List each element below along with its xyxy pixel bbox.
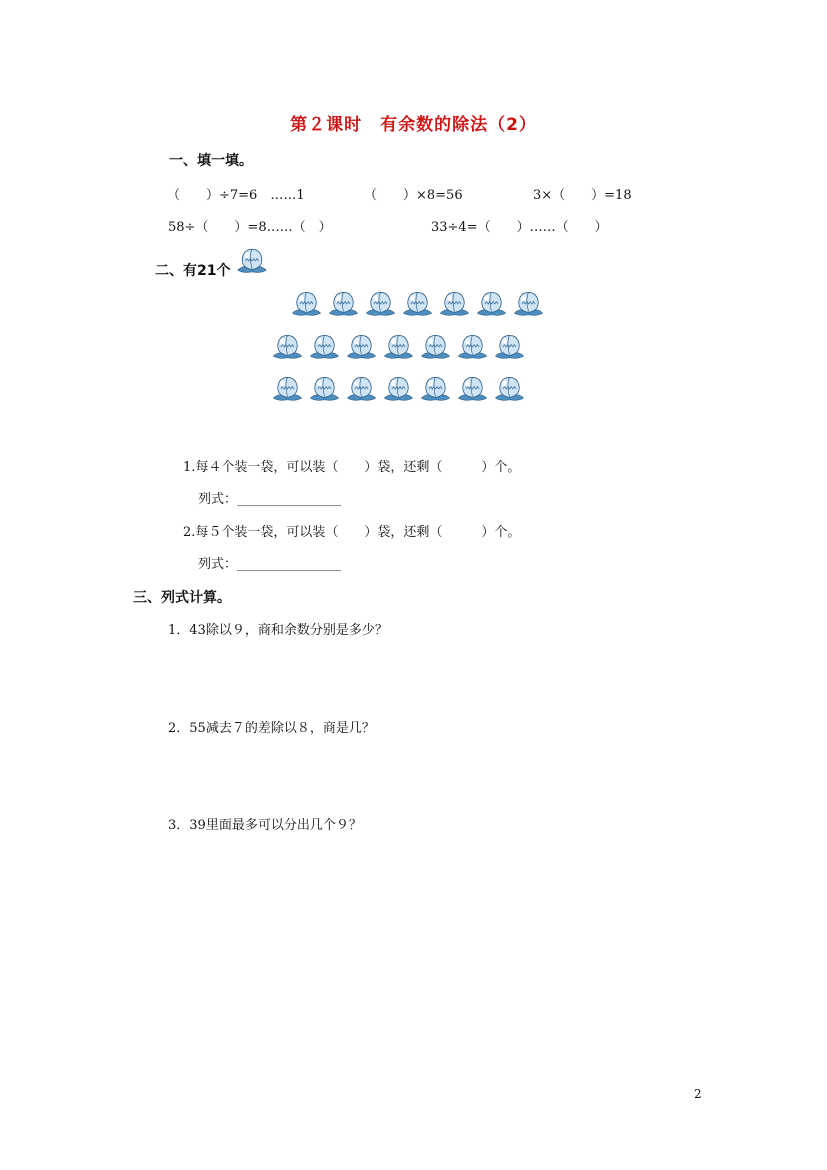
peach-icon	[475, 289, 508, 319]
peach-icon	[382, 374, 415, 404]
peach-icon	[456, 332, 489, 362]
peach-icon	[271, 332, 304, 362]
question-2-2: 2.每５个装一袋，可以装（ ）袋，还剩（ ）个。	[183, 525, 521, 540]
peach-icon	[308, 332, 341, 362]
peach-icon	[382, 332, 415, 362]
question-3-1: 1．43除以９，商和余数分别是多少？	[168, 623, 388, 638]
section1-heading: 一、填一填。	[169, 153, 253, 169]
peach-icon	[401, 289, 434, 319]
blank-item-2: （ ）×8=56	[364, 188, 463, 203]
blank-item-5: 33÷4=（ ）……（ ）	[431, 220, 608, 235]
formula-line-1[interactable]: 列式：________________	[198, 492, 342, 507]
peach-icon	[271, 374, 304, 404]
peach-icon	[327, 289, 360, 319]
peach-icon	[438, 289, 471, 319]
peach-icon	[234, 246, 270, 276]
peach-icon	[345, 374, 378, 404]
question-3-2: 2．55减去７的差除以８，商是几？	[168, 721, 375, 736]
peach-row-1	[290, 289, 545, 319]
section3-heading: 三、列式计算。	[133, 590, 231, 606]
page-title: 第２课时 有余数的除法（2）	[290, 115, 537, 135]
peach-icon	[345, 332, 378, 362]
peach-icon	[364, 289, 397, 319]
section2-heading: 二、有21个	[155, 263, 231, 279]
peach-icon	[308, 374, 341, 404]
formula-line-2[interactable]: 列式：________________	[198, 557, 342, 572]
peach-row-2	[271, 332, 526, 362]
blank-item-1: （ ）÷7=6 ……1	[167, 188, 305, 203]
peach-icon	[419, 374, 452, 404]
peach-icon	[419, 332, 452, 362]
peach-icon	[493, 374, 526, 404]
peach-icon	[512, 289, 545, 319]
blank-item-4: 58÷（ ）=8……（ ）	[168, 220, 332, 235]
peach-icon	[290, 289, 323, 319]
page-number: 2	[694, 1087, 702, 1101]
blank-item-3: 3×（ ）=18	[533, 188, 632, 203]
peach-icon	[493, 332, 526, 362]
peach-icon	[456, 374, 489, 404]
question-3-3: 3．39里面最多可以分出几个９？	[168, 818, 362, 833]
peach-row-3	[271, 374, 526, 404]
question-2-1: 1.每４个装一袋，可以装（ ）袋，还剩（ ）个。	[183, 460, 521, 475]
